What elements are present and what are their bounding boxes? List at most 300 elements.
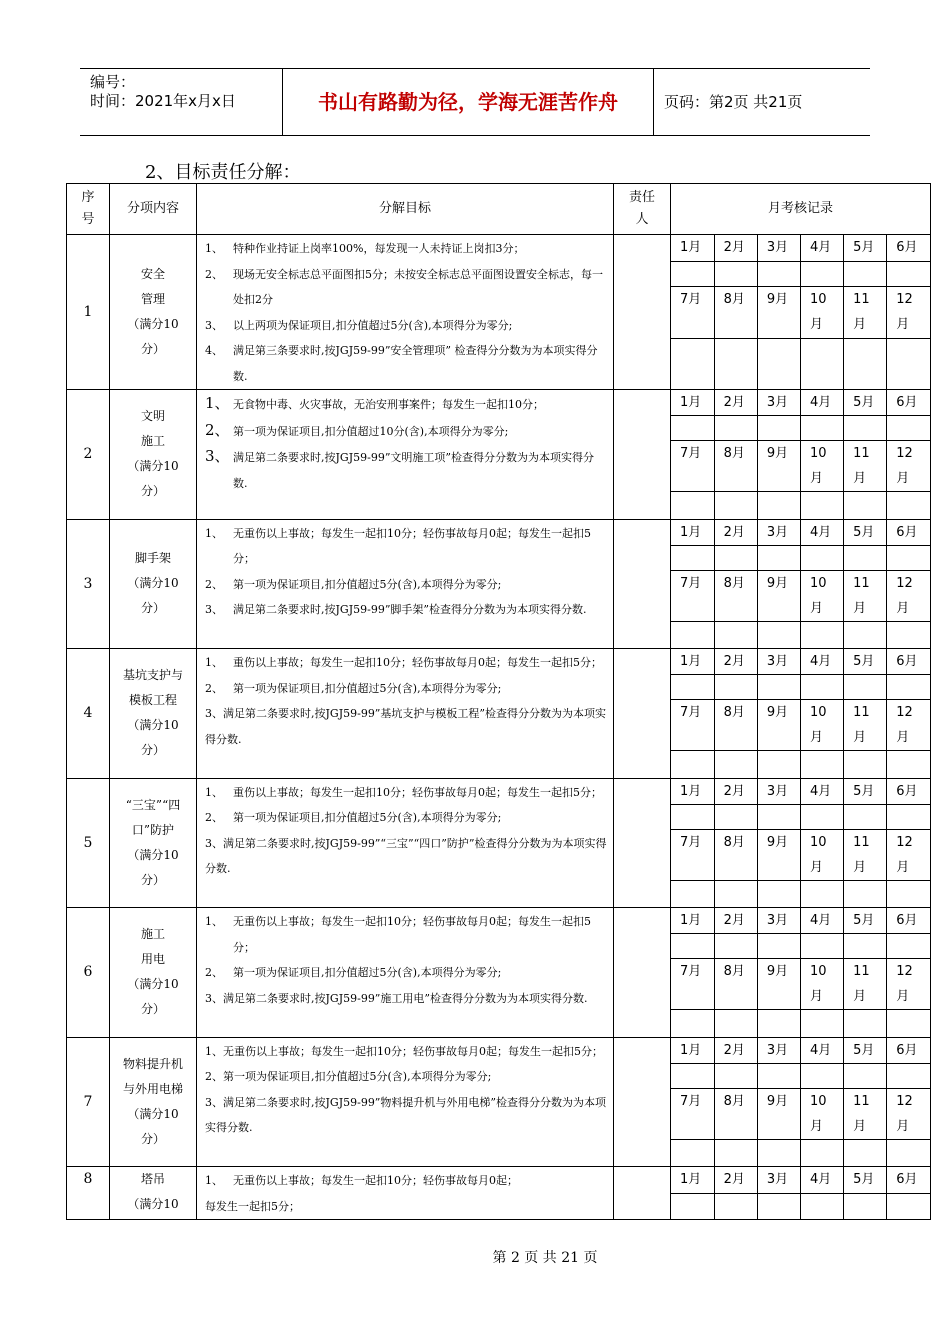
goal-item xyxy=(205,1090,607,1141)
column-header-seq: 序号 xyxy=(67,184,110,235)
item-name-line: （满分10 xyxy=(127,1106,179,1121)
month-score-cell[interactable] xyxy=(757,1139,800,1166)
item-name-line: （满分10 xyxy=(127,576,179,591)
owner-cell[interactable] xyxy=(614,649,671,779)
month-score-cell[interactable] xyxy=(887,492,930,519)
goal-item xyxy=(205,236,607,262)
monthly-record-cell xyxy=(671,778,931,908)
goal-item-text: 满足第三条要求时,按JGJ59-99”安全管理项” 检查得分分数为为本项实得分数. xyxy=(233,344,598,383)
monthly-record-cell xyxy=(671,519,931,649)
goal-item-text: 3、满足第二条要求时,按JGJ59-99”施工用电”检查得分分数为为本项实得分数. xyxy=(205,991,588,1005)
goal-item-text: 2、第一项为保证项目,扣分值超过5分(含),本项得分为零分; xyxy=(205,1070,492,1083)
goal-item xyxy=(205,960,607,986)
month-label: 12月 xyxy=(887,959,930,1010)
month-score-cell[interactable] xyxy=(800,675,843,700)
month-score-cell[interactable] xyxy=(714,621,757,648)
goal-item-number: 3、 xyxy=(205,447,230,465)
month-label: 6月 xyxy=(887,235,930,261)
month-score-cell[interactable] xyxy=(844,1139,887,1166)
month-label: 4月 xyxy=(800,908,843,934)
month-score-cell[interactable] xyxy=(757,1193,800,1219)
page-header xyxy=(80,68,870,136)
month-score-cell[interactable] xyxy=(714,545,757,570)
goal-item xyxy=(205,597,607,623)
column-header-goal: 分解目标 xyxy=(197,184,614,235)
month-label: 3月 xyxy=(757,235,800,261)
goal-item-text: 重伤以上事故；每发生一起扣10分；轻伤事故每月0起；每发生一起扣5分； xyxy=(233,656,602,669)
month-label: 1月 xyxy=(680,240,702,255)
item-name-line: 物料提升机 xyxy=(122,1056,183,1071)
table-header-row xyxy=(67,184,931,235)
month-score-cell[interactable] xyxy=(714,416,757,441)
goal-item-text: 以上两项为保证项目,扣分值超过5分(含),本项得分为零分; xyxy=(233,318,513,332)
month-score-cell[interactable] xyxy=(844,621,887,648)
goal-item-number: 2、 xyxy=(205,420,230,439)
month-label: 11月 xyxy=(844,829,887,880)
month-score-cell[interactable] xyxy=(800,339,843,389)
item-name-line: 塔吊 xyxy=(140,1172,165,1186)
header-motto: 书山有路勤为径，学海无涯苦作舟 xyxy=(282,69,654,135)
month-label: 7月 xyxy=(671,441,714,492)
month-label: 2月 xyxy=(714,520,757,546)
goal-item-number: 1、 xyxy=(205,915,223,928)
month-score-cell[interactable] xyxy=(714,804,757,829)
item-name-line: （满分10 xyxy=(127,977,179,992)
month-score-cell[interactable] xyxy=(844,675,887,700)
month-score-row xyxy=(671,934,930,959)
month-score-row xyxy=(671,1063,930,1088)
item-name-line: 基坑支护与 xyxy=(122,668,183,683)
item-name-line: 模板工程 xyxy=(128,693,177,708)
month-score-cell[interactable] xyxy=(671,934,714,959)
goal-item-number: 1、 xyxy=(205,242,223,255)
month-label: 4月 xyxy=(800,1038,843,1064)
row-number: 2 xyxy=(67,390,110,520)
month-score-cell[interactable] xyxy=(757,751,800,778)
goal-item-text: 每发生一起扣5分； xyxy=(205,1199,300,1213)
goal-item-text: 第一项为保证项目,扣分值超过5分(含),本项得分为零分; xyxy=(233,811,502,824)
month-score-cell[interactable] xyxy=(887,804,930,829)
month-score-cell[interactable] xyxy=(671,1063,714,1088)
item-name-line: 脚手架 xyxy=(134,551,171,566)
month-score-cell[interactable] xyxy=(714,934,757,959)
month-score-cell[interactable] xyxy=(671,675,714,700)
goal-item xyxy=(205,313,607,339)
month-score-cell[interactable] xyxy=(844,751,887,778)
goal-item xyxy=(205,1064,607,1090)
month-score-cell[interactable] xyxy=(844,261,887,287)
month-score-cell[interactable] xyxy=(887,880,930,907)
month-score-cell[interactable] xyxy=(714,751,757,778)
item-name-line: 分） xyxy=(140,743,165,758)
goal-item-text: 现场无安全标志总平面图扣5分；未按安全标志总平面图设置安全标志，每一处扣2分 xyxy=(233,267,603,306)
month-score-cell[interactable] xyxy=(887,416,930,441)
month-label: 2月 xyxy=(714,779,757,805)
owner-cell[interactable] xyxy=(614,519,671,649)
month-score-cell[interactable] xyxy=(887,751,930,778)
item-name xyxy=(110,235,197,390)
month-score-cell[interactable] xyxy=(887,1139,930,1166)
month-label: 3月 xyxy=(757,520,800,546)
goal-item-number: 3、 xyxy=(205,603,223,616)
month-label: 2月 xyxy=(714,649,757,675)
month-score-row xyxy=(671,880,930,907)
goal-item-text: 第一项为保证项目,扣分值超过5分(含),本项得分为零分; xyxy=(233,966,502,979)
month-label: 4月 xyxy=(800,390,843,416)
month-score-cell[interactable] xyxy=(757,880,800,907)
month-label: 5月 xyxy=(844,908,887,934)
goal-item-text: 无重伤以上事故；每发生一起扣10分；轻伤事故每月0起； xyxy=(233,1174,518,1187)
month-score-cell[interactable] xyxy=(844,880,887,907)
month-label-row xyxy=(671,1088,930,1139)
month-score-row xyxy=(671,1193,930,1219)
month-score-cell[interactable] xyxy=(844,1063,887,1088)
goal-item-number: 1、 xyxy=(205,785,223,799)
month-label: 12月 xyxy=(887,829,930,880)
row-number: 7 xyxy=(67,1037,110,1167)
month-label: 7月 xyxy=(671,700,714,751)
month-label: 8月 xyxy=(714,1088,757,1139)
month-score-cell[interactable] xyxy=(671,545,714,570)
goal-item xyxy=(205,572,607,598)
responsibility-table xyxy=(66,183,931,1220)
table-row xyxy=(67,235,931,390)
goal-list xyxy=(197,778,614,908)
owner-cell[interactable] xyxy=(614,1037,671,1167)
month-score-cell[interactable] xyxy=(844,804,887,829)
goal-item-text: 无食物中毒、火灾事故，无治安刑事案件；每发生一起扣10分； xyxy=(233,398,544,411)
goal-item xyxy=(205,338,607,389)
month-score-cell[interactable] xyxy=(757,339,800,389)
month-label: 6月 xyxy=(887,649,930,675)
month-grid xyxy=(671,235,930,389)
item-name-line: 施工 xyxy=(140,927,165,942)
month-score-cell[interactable] xyxy=(844,339,887,389)
month-score-cell[interactable] xyxy=(844,1193,887,1219)
month-score-cell[interactable] xyxy=(800,751,843,778)
month-label: 1月 xyxy=(680,395,702,410)
goal-item-number: 1、 xyxy=(205,526,223,540)
month-label: 8月 xyxy=(714,287,757,339)
month-score-cell[interactable] xyxy=(671,880,714,907)
month-label: 9月 xyxy=(757,1088,800,1139)
goal-list xyxy=(197,1037,614,1167)
owner-cell[interactable] xyxy=(614,1167,671,1220)
owner-cell[interactable] xyxy=(614,908,671,1038)
owner-cell[interactable] xyxy=(614,778,671,908)
goal-item xyxy=(205,831,607,882)
item-name-line: （满分10 xyxy=(127,718,179,733)
table-row xyxy=(67,908,931,1038)
goal-list xyxy=(197,390,614,520)
month-label-row xyxy=(671,441,930,492)
month-score-cell[interactable] xyxy=(800,1010,843,1037)
month-score-cell[interactable] xyxy=(800,416,843,441)
item-name xyxy=(110,908,197,1038)
month-label: 10月 xyxy=(800,700,843,751)
month-label: 7月 xyxy=(671,287,714,339)
month-score-cell[interactable] xyxy=(671,751,714,778)
month-score-cell[interactable] xyxy=(887,261,930,287)
goal-item-text: 第一项为保证项目,扣分值超过5分(含),本项得分为零分; xyxy=(233,577,502,591)
goal-list xyxy=(197,235,614,390)
month-label: 4月 xyxy=(800,235,843,261)
month-label-row xyxy=(671,235,930,261)
month-score-cell[interactable] xyxy=(887,339,930,389)
month-label: 12月 xyxy=(887,1088,930,1139)
section-title: 2、目标责任分解： xyxy=(145,162,301,183)
goal-item-text: 第一项为保证项目,扣分值超过10分(含),本项得分为零分; xyxy=(233,424,509,438)
column-header-owner: 责任人 xyxy=(614,184,671,235)
month-score-cell[interactable] xyxy=(800,804,843,829)
month-score-cell[interactable] xyxy=(800,492,843,519)
month-score-cell[interactable] xyxy=(800,261,843,287)
month-label: 6月 xyxy=(887,520,930,546)
month-label: 11月 xyxy=(844,570,887,621)
row-number: 1 xyxy=(67,235,110,390)
goal-item-text: 3、满足第二条要求时,按JGJ59-99”基坑支护与模板工程”检查得分分数为为本项实得分数. xyxy=(205,707,607,746)
month-score-cell[interactable] xyxy=(757,545,800,570)
month-label: 9月 xyxy=(757,959,800,1010)
item-name xyxy=(110,778,197,908)
month-score-cell[interactable] xyxy=(671,1010,714,1037)
monthly-record-cell xyxy=(671,1037,931,1167)
item-name-line: 分） xyxy=(140,484,165,499)
month-score-row xyxy=(671,339,930,389)
month-label: 3月 xyxy=(757,908,800,934)
month-label: 12月 xyxy=(887,700,930,751)
item-name-line: 分） xyxy=(140,342,165,356)
goal-item-text: 3、满足第二条要求时,按JGJ59-99”“三宝”“四口”防护”检查得分分数为为本项实得分数. xyxy=(205,836,607,875)
goal-item-text: 无重伤以上事故；每发生一起扣10分；轻伤事故每月0起；每发生一起扣5分； xyxy=(233,915,591,954)
month-score-cell[interactable] xyxy=(714,339,757,389)
month-label: 5月 xyxy=(844,235,887,261)
month-score-row xyxy=(671,751,930,778)
month-label-row xyxy=(671,287,930,339)
month-score-cell[interactable] xyxy=(671,339,714,389)
month-score-cell[interactable] xyxy=(714,492,757,519)
month-label: 10月 xyxy=(800,287,843,339)
month-label: 2月 xyxy=(714,1167,757,1193)
item-name-line: 管理 xyxy=(140,292,165,306)
month-label: 11月 xyxy=(844,700,887,751)
month-score-row xyxy=(671,545,930,570)
month-label-row xyxy=(671,520,930,546)
item-name-line: 口”防护 xyxy=(131,822,175,837)
month-score-cell[interactable] xyxy=(800,934,843,959)
month-score-cell[interactable] xyxy=(887,1193,930,1219)
month-score-cell[interactable] xyxy=(800,621,843,648)
table-row xyxy=(67,649,931,779)
month-score-cell[interactable] xyxy=(757,675,800,700)
month-score-cell[interactable] xyxy=(714,675,757,700)
month-score-cell[interactable] xyxy=(714,1139,757,1166)
goal-item-number: 3、 xyxy=(205,318,223,332)
month-score-cell[interactable] xyxy=(671,416,714,441)
month-score-cell[interactable] xyxy=(800,1139,843,1166)
month-label: 5月 xyxy=(844,390,887,416)
month-score-cell[interactable] xyxy=(757,621,800,648)
month-score-cell[interactable] xyxy=(887,1010,930,1037)
month-label: 5月 xyxy=(844,649,887,675)
goal-item xyxy=(205,391,607,418)
row-number: 3 xyxy=(67,519,110,649)
month-score-cell[interactable] xyxy=(671,1139,714,1166)
month-score-cell[interactable] xyxy=(800,545,843,570)
month-score-cell[interactable] xyxy=(887,1063,930,1088)
item-name-line: 分） xyxy=(140,872,165,887)
month-label: 2月 xyxy=(714,235,757,261)
month-label: 6月 xyxy=(887,779,930,805)
month-label: 1月 xyxy=(680,524,702,540)
header-left xyxy=(80,69,282,135)
goal-item-number: 1、 xyxy=(205,1174,223,1187)
monthly-record-cell xyxy=(671,1167,931,1220)
goal-item-text: 重伤以上事故；每发生一起扣10分；轻伤事故每月0起；每发生一起扣5分； xyxy=(233,785,602,799)
goal-item xyxy=(205,1194,607,1220)
month-score-row xyxy=(671,492,930,519)
row-number: 4 xyxy=(67,649,110,779)
month-score-cell[interactable] xyxy=(887,934,930,959)
month-label: 4月 xyxy=(800,520,843,546)
owner-cell[interactable] xyxy=(614,390,671,520)
month-score-row xyxy=(671,675,930,700)
goal-item-text: 特种作业持证上岗率100%，每发现一人未持证上岗扣3分； xyxy=(233,242,525,255)
month-label-row xyxy=(671,1167,930,1193)
month-label: 3月 xyxy=(757,649,800,675)
month-score-cell[interactable] xyxy=(757,1063,800,1088)
month-score-cell[interactable] xyxy=(671,804,714,829)
goal-item-text: 第一项为保证项目,扣分值超过5分(含),本项得分为零分; xyxy=(233,681,502,695)
month-score-row xyxy=(671,1139,930,1166)
monthly-record-cell xyxy=(671,390,931,520)
month-label: 5月 xyxy=(844,779,887,805)
month-label: 5月 xyxy=(844,1038,887,1064)
month-grid xyxy=(671,390,930,519)
month-score-cell[interactable] xyxy=(714,1193,757,1219)
month-score-cell[interactable] xyxy=(800,1193,843,1219)
month-score-cell[interactable] xyxy=(800,1063,843,1088)
month-score-cell[interactable] xyxy=(757,261,800,287)
goal-item xyxy=(205,444,607,496)
monthly-record-cell xyxy=(671,235,931,390)
month-score-cell[interactable] xyxy=(757,1010,800,1037)
month-score-cell[interactable] xyxy=(844,492,887,519)
month-score-cell[interactable] xyxy=(714,261,757,287)
month-label: 9月 xyxy=(757,287,800,339)
month-score-cell[interactable] xyxy=(887,545,930,570)
month-score-cell[interactable] xyxy=(844,934,887,959)
month-label: 6月 xyxy=(887,1038,930,1064)
item-name xyxy=(110,519,197,649)
month-label: 5月 xyxy=(844,520,887,546)
month-label: 10月 xyxy=(800,1088,843,1139)
month-score-cell[interactable] xyxy=(844,416,887,441)
item-name xyxy=(110,390,197,520)
month-label: 4月 xyxy=(800,779,843,805)
month-label: 2月 xyxy=(714,1038,757,1064)
month-score-cell[interactable] xyxy=(714,880,757,907)
month-label: 11月 xyxy=(844,959,887,1010)
month-label: 1月 xyxy=(680,913,702,928)
month-score-cell[interactable] xyxy=(714,1063,757,1088)
month-label: 8月 xyxy=(714,441,757,492)
row-number: 5 xyxy=(67,778,110,908)
item-name xyxy=(110,649,197,779)
goal-item xyxy=(205,521,607,572)
month-score-cell[interactable] xyxy=(757,416,800,441)
month-label-row xyxy=(671,779,930,805)
goal-item xyxy=(205,418,607,445)
month-score-cell[interactable] xyxy=(671,261,714,287)
month-label: 12月 xyxy=(887,570,930,621)
goal-item xyxy=(205,780,607,806)
table-row xyxy=(67,519,931,649)
table-row xyxy=(67,1167,931,1220)
goal-item-number: 2、 xyxy=(205,811,223,824)
month-score-cell[interactable] xyxy=(844,1010,887,1037)
month-grid xyxy=(671,1167,930,1219)
month-score-cell[interactable] xyxy=(671,492,714,519)
goal-item-number: 1、 xyxy=(205,394,230,412)
month-score-row xyxy=(671,416,930,441)
month-label: 10月 xyxy=(800,441,843,492)
month-label: 2月 xyxy=(714,908,757,934)
month-label: 3月 xyxy=(757,779,800,805)
month-score-cell[interactable] xyxy=(757,934,800,959)
month-score-cell[interactable] xyxy=(800,880,843,907)
month-score-cell[interactable] xyxy=(757,804,800,829)
month-score-cell[interactable] xyxy=(887,675,930,700)
month-label: 3月 xyxy=(757,390,800,416)
month-grid xyxy=(671,908,930,1037)
goal-item-number: 1、 xyxy=(205,656,223,669)
month-label-row xyxy=(671,700,930,751)
month-label: 1月 xyxy=(680,1172,702,1187)
month-label: 11月 xyxy=(844,441,887,492)
goal-item xyxy=(205,1168,607,1194)
month-grid xyxy=(671,649,930,778)
goal-item xyxy=(205,1039,607,1065)
month-score-cell[interactable] xyxy=(844,545,887,570)
month-score-cell[interactable] xyxy=(671,621,714,648)
month-label: 8月 xyxy=(714,959,757,1010)
goal-item-text: 3、满足第二条要求时,按JGJ59-99”物料提升机与外用电梯”检查得分分数为为本项实得分数. xyxy=(205,1095,607,1134)
page-footer: 第 2 页 共 21 页 xyxy=(492,1250,598,1266)
month-label: 8月 xyxy=(714,570,757,621)
goal-item xyxy=(205,701,607,752)
item-name xyxy=(110,1037,197,1167)
item-name xyxy=(110,1167,197,1220)
month-label: 3月 xyxy=(757,1167,800,1193)
owner-cell[interactable] xyxy=(614,235,671,390)
month-label: 7月 xyxy=(671,1088,714,1139)
month-score-row xyxy=(671,804,930,829)
month-label: 9月 xyxy=(757,441,800,492)
header-page-number: 页码：第2页 共21页 xyxy=(664,93,803,111)
month-label: 8月 xyxy=(714,700,757,751)
goal-item-number: 4、 xyxy=(205,344,223,357)
month-score-cell[interactable] xyxy=(887,621,930,648)
goal-list xyxy=(197,908,614,1038)
month-label-row xyxy=(671,1038,930,1064)
goal-item-text: 无重伤以上事故；每发生一起扣10分；轻伤事故每月0起；每发生一起扣5分； xyxy=(233,526,591,565)
month-score-cell[interactable] xyxy=(671,1193,714,1219)
month-score-cell[interactable] xyxy=(714,1010,757,1037)
month-label: 7月 xyxy=(671,570,714,621)
monthly-record-cell xyxy=(671,649,931,779)
month-score-cell[interactable] xyxy=(757,492,800,519)
